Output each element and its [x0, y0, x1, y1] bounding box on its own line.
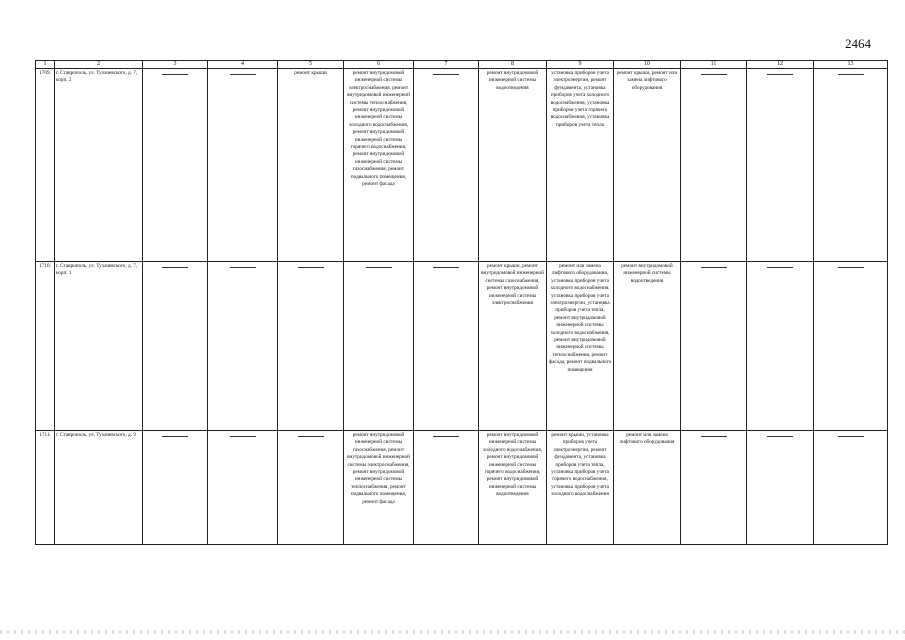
work-cell: установка приборов учета электроэнергии, ремонт фундамента, установка приборов учета холодного водоснабжения, установка приборов учета горячего водоснабжения, установка приборов учета тепла	[547, 69, 614, 262]
empty-cell	[344, 262, 414, 431]
empty-cell	[414, 69, 479, 262]
empty-cell	[278, 431, 344, 545]
empty-cell	[414, 431, 479, 545]
column-number: 13	[814, 61, 888, 69]
empty-cell	[414, 262, 479, 431]
work-cell: ремонт крыши, ремонт внутридомовой инженерной системы газоснабжения, ремонт внутридомовой инженерной системы электроснабжения	[479, 262, 547, 431]
empty-cell	[747, 69, 814, 262]
row-address: г. Ставрополь, ул. Тухачевского, д. 9	[55, 431, 143, 545]
dash-mark	[838, 267, 864, 268]
empty-cell	[814, 262, 888, 431]
column-number: 7	[414, 61, 479, 69]
dash-mark	[162, 74, 188, 75]
row-address: г. Ставрополь, ул. Тухачевского, д. 7, корп. 2	[55, 69, 143, 262]
dash-mark	[298, 436, 324, 437]
work-cell: ремонт или замена лифтового оборудования	[614, 431, 681, 545]
work-cell: ремонт крыши, установка приборов учета электроэнергии, ремонт фундамента, установка приборов учета тепла, установка приборов учета горячего водоснабжения, установка приборов учета холодного водоснабжения	[547, 431, 614, 545]
column-number: 6	[344, 61, 414, 69]
dash-mark	[433, 74, 459, 75]
work-cell: ремонт внутридомовой инженерной системы водоотведения	[614, 262, 681, 431]
empty-cell	[681, 69, 747, 262]
work-cell: ремонт внутридомовой инженерной системы холодного водоснабжения, ремонт внутридомовой инженерной системы горячего водоснабжения, ремонт внутридомовой инженерной системы водоотведения	[479, 431, 547, 545]
work-cell: ремонт внутридомовой инженерной системы газоснабжения, ремонт внутридомовой инженерной системы электроснабжения, ремонт внутридомовой инженерной системы теплоснабжения, ремонт подвального помещения, ремонт фасада	[344, 431, 414, 545]
table-row	[36, 69, 888, 262]
empty-cell	[208, 262, 278, 431]
work-cell: ремонт крыши, ремонт или замена лифтового оборудования	[614, 69, 681, 262]
dash-mark	[230, 267, 256, 268]
empty-cell	[143, 431, 208, 545]
row-number: 1710.	[36, 262, 55, 431]
empty-cell	[143, 69, 208, 262]
empty-cell	[747, 262, 814, 431]
column-number: 11	[681, 61, 747, 69]
work-cell: ремонт внутридомовой инженерной системы электроснабжения, ремонт внутридомовой инженерной системы теплоснабжения, ремонт внутридомовой инженерной системы холодного водоснабжения, ремонт внутридомовой инженерной системы горячего водоснабжения, ремонт внутридомовой инженерной системы газоснабжения, ремонт подвального помещения, ремонт фасада	[344, 69, 414, 262]
dash-mark	[701, 436, 727, 437]
work-cell: ремонт внутридомовой инженерной системы водоотведения	[479, 69, 547, 262]
column-number: 5	[278, 61, 344, 69]
dash-mark	[838, 74, 864, 75]
column-number: 2	[55, 61, 143, 69]
dash-mark	[162, 267, 188, 268]
table-row	[36, 431, 888, 545]
dash-mark	[298, 267, 324, 268]
dash-mark	[767, 436, 793, 437]
column-number: 9	[547, 61, 614, 69]
page-number: 2464	[845, 36, 871, 51]
empty-cell	[747, 431, 814, 545]
dash-mark	[162, 436, 188, 437]
dash-mark	[433, 436, 459, 437]
work-cell: ремонт или замена лифтового оборудования, установка приборов учета холодного водоснабжения, установка приборов учета электроэнергии, установка приборов учета тепла, ремонт внутридомовой инженерной системы холодного водоснабжения, ремонт внутридомовой инженерной системы теплоснабжения, ремонт фасада, ремонт подвального помещения	[547, 262, 614, 431]
dash-mark	[838, 436, 864, 437]
empty-cell	[814, 431, 888, 545]
column-number: 8	[479, 61, 547, 69]
empty-cell	[278, 262, 344, 431]
empty-cell	[681, 262, 747, 431]
empty-cell	[681, 431, 747, 545]
work-cell: ремонт крыши	[278, 69, 344, 262]
column-number: 1	[36, 61, 55, 69]
empty-cell	[208, 431, 278, 545]
dash-mark	[433, 267, 459, 268]
column-number-header-row	[36, 61, 888, 69]
dash-mark	[230, 74, 256, 75]
row-address: г. Ставрополь, ул. Тухачевского, д. 7, корп. 1	[55, 262, 143, 431]
dash-mark	[230, 436, 256, 437]
empty-cell	[143, 262, 208, 431]
row-number: 1711.	[36, 431, 55, 545]
repair-registry-table	[35, 60, 888, 545]
column-number: 12	[747, 61, 814, 69]
empty-cell	[208, 69, 278, 262]
column-number: 10	[614, 61, 681, 69]
column-number: 4	[208, 61, 278, 69]
scan-artifact-line	[0, 630, 905, 634]
column-number: 3	[143, 61, 208, 69]
dash-mark	[767, 74, 793, 75]
dash-mark	[767, 267, 793, 268]
dash-mark	[701, 74, 727, 75]
dash-mark	[701, 267, 727, 268]
empty-cell	[814, 69, 888, 262]
row-number: 1709.	[36, 69, 55, 262]
dash-mark	[366, 267, 392, 268]
table-row	[36, 262, 888, 431]
